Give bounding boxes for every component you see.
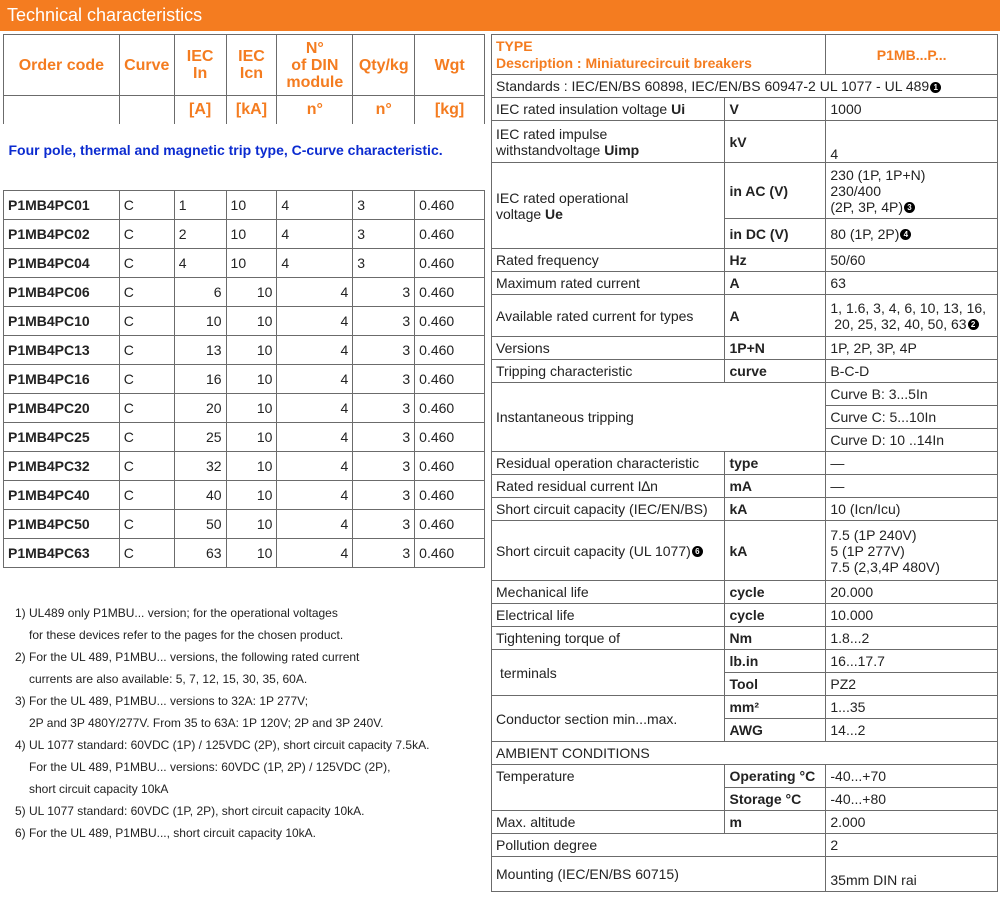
qty-cell: 3 bbox=[353, 452, 415, 481]
footnote: short circuit capacity 10kA bbox=[29, 782, 169, 796]
spec-value: 1P, 2P, 3P, 4P bbox=[826, 337, 998, 360]
spec-unit: mm² bbox=[725, 696, 826, 719]
spec-label: IEC rated insulation voltage Ui bbox=[492, 98, 725, 121]
spec-unit: kA bbox=[725, 521, 826, 581]
footnote-marker: 4 bbox=[900, 229, 911, 240]
spec-label: IEC rated operational voltage Ue bbox=[492, 163, 725, 249]
spec-label: Short circuit capacity (IEC/EN/BS) bbox=[492, 498, 725, 521]
footnote-marker: 2 bbox=[968, 319, 979, 330]
spec-label: Tripping characteristic bbox=[492, 360, 725, 383]
spec-value: 2 bbox=[826, 834, 998, 857]
curve-cell: C bbox=[119, 191, 174, 220]
footnote: 2P and 3P 480Y/277V. From 35 to 63A: 1P 120V; 2P and 3P 240V. bbox=[29, 716, 384, 730]
spec-value: 63 bbox=[826, 272, 998, 295]
din-module-cell: 4 bbox=[277, 452, 353, 481]
spec-unit: curve bbox=[725, 360, 826, 383]
spec-label: Short circuit capacity (UL 1077) 6 bbox=[492, 521, 725, 581]
spec-row bbox=[492, 627, 998, 650]
spec-value: 35mm DIN rai bbox=[826, 857, 998, 892]
spec-unit: type bbox=[725, 452, 826, 475]
din-module-cell: 4 bbox=[277, 510, 353, 539]
din-module-cell: 4 bbox=[277, 191, 353, 220]
qty-cell: 3 bbox=[353, 307, 415, 336]
wgt-cell: 0.460 bbox=[415, 336, 485, 365]
header-iec-icn: IEC Icn bbox=[226, 35, 277, 96]
curve-cell: C bbox=[119, 278, 174, 307]
footnote: For the UL 489, P1MBU... versions: 60VDC (1P, 2P) / 125VDC (2P), bbox=[29, 760, 391, 774]
spec-row bbox=[492, 360, 998, 383]
spec-value: 80 (1P, 2P) 4 bbox=[826, 219, 998, 249]
spec-value: — bbox=[826, 475, 998, 498]
spec-row bbox=[492, 98, 998, 121]
spec-label: Residual operation characteristic bbox=[492, 452, 725, 475]
wgt-cell: 0.460 bbox=[415, 510, 485, 539]
qty-cell: 3 bbox=[353, 510, 415, 539]
wgt-cell: 0.460 bbox=[415, 539, 485, 568]
unit-empty bbox=[4, 96, 120, 124]
footnote: 6) For the UL 489, P1MBU..., short circuit capacity 10kA. bbox=[15, 826, 317, 840]
icn-cell: 10 bbox=[226, 249, 277, 278]
spec-value: 10 (Icn/Icu) bbox=[826, 498, 998, 521]
spec-label: Available rated current for types bbox=[492, 295, 725, 337]
icn-cell: 10 bbox=[226, 220, 277, 249]
table-row bbox=[4, 278, 485, 307]
spec-unit: kA bbox=[725, 498, 826, 521]
icn-cell: 10 bbox=[226, 307, 277, 336]
spec-label: Mounting (IEC/EN/BS 60715) bbox=[492, 857, 826, 892]
curve-cell: C bbox=[119, 481, 174, 510]
spec-row bbox=[492, 811, 998, 834]
footnote: 3) For the UL 489, P1MBU... versions to 32A: 1P 277V; bbox=[15, 694, 309, 708]
din-module-cell: 4 bbox=[277, 423, 353, 452]
spec-label: Pollution degree bbox=[492, 834, 826, 857]
spec-row bbox=[492, 788, 998, 811]
wgt-cell: 0.460 bbox=[415, 423, 485, 452]
unit-wgt: [kg] bbox=[415, 96, 485, 124]
wgt-cell: 0.460 bbox=[415, 481, 485, 510]
table-row bbox=[4, 365, 485, 394]
order-code-cell: P1MB4PC16 bbox=[4, 365, 120, 394]
din-module-cell: 4 bbox=[277, 249, 353, 278]
curve-cell: C bbox=[119, 423, 174, 452]
spec-row bbox=[492, 121, 998, 163]
spec-value: PZ2 bbox=[826, 673, 998, 696]
unit-in: [A] bbox=[174, 96, 226, 124]
spec-value: 20.000 bbox=[826, 581, 998, 604]
table-row bbox=[4, 539, 485, 568]
table-row bbox=[4, 249, 485, 278]
icn-cell: 10 bbox=[226, 394, 277, 423]
spec-value: Curve C: 5...10In bbox=[826, 406, 998, 429]
footnote-marker: 6 bbox=[692, 546, 703, 557]
spec-label: Instantaneous tripping bbox=[492, 383, 826, 452]
spec-row bbox=[492, 581, 998, 604]
curve-cell: C bbox=[119, 365, 174, 394]
icn-cell: 10 bbox=[226, 191, 277, 220]
icn-cell: 10 bbox=[226, 452, 277, 481]
spec-unit: lb.in bbox=[725, 650, 826, 673]
order-code-cell: P1MB4PC13 bbox=[4, 336, 120, 365]
spec-unit: m bbox=[725, 811, 826, 834]
curve-cell: C bbox=[119, 307, 174, 336]
unit-qty: n° bbox=[353, 96, 415, 124]
footnote: 5) UL 1077 standard: 60VDC (1P, 2P), short circuit capacity 10kA. bbox=[15, 804, 365, 818]
curve-cell: C bbox=[119, 452, 174, 481]
spec-row bbox=[492, 834, 998, 857]
spec-label: Rated residual current I∆n bbox=[492, 475, 725, 498]
din-module-cell: 4 bbox=[277, 220, 353, 249]
in-cell: 16 bbox=[174, 365, 226, 394]
in-cell: 6 bbox=[174, 278, 226, 307]
spec-value: B-C-D bbox=[826, 360, 998, 383]
spec-value: 4 bbox=[826, 121, 998, 163]
spec-unit: Tool bbox=[725, 673, 826, 696]
order-code-cell: P1MB4PC01 bbox=[4, 191, 120, 220]
in-cell: 10 bbox=[174, 307, 226, 336]
curve-cell: C bbox=[119, 510, 174, 539]
spec-value: 1, 1.6, 3, 4, 6, 10, 13, 16, 20, 25, 32, 40, 50, 63 2 bbox=[826, 295, 998, 337]
wgt-cell: 0.460 bbox=[415, 394, 485, 423]
din-module-cell: 4 bbox=[277, 278, 353, 307]
spec-label: Tightening torque of bbox=[492, 627, 725, 650]
header-iec-in: IEC In bbox=[174, 35, 226, 96]
order-code-cell: P1MB4PC04 bbox=[4, 249, 120, 278]
icn-cell: 10 bbox=[226, 365, 277, 394]
section-row bbox=[4, 124, 485, 177]
specification-table bbox=[491, 34, 998, 892]
in-cell: 13 bbox=[174, 336, 226, 365]
curve-cell: C bbox=[119, 249, 174, 278]
icn-cell: 10 bbox=[226, 336, 277, 365]
footnote: 4) UL 1077 standard: 60VDC (1P) / 125VDC (2P), short circuit capacity 7.5kA. bbox=[15, 738, 430, 752]
in-cell: 25 bbox=[174, 423, 226, 452]
qty-cell: 3 bbox=[353, 394, 415, 423]
standards-row bbox=[492, 75, 998, 98]
in-cell: 63 bbox=[174, 539, 226, 568]
spec-row bbox=[492, 337, 998, 360]
curve-cell: C bbox=[119, 394, 174, 423]
spec-label: Max. altitude bbox=[492, 811, 725, 834]
page-title: Technical characteristics bbox=[0, 0, 1000, 31]
table-row bbox=[4, 452, 485, 481]
table-row bbox=[4, 336, 485, 365]
spec-value: 2.000 bbox=[826, 811, 998, 834]
footnote: 1) UL489 only P1MBU... version; for the operational voltages bbox=[15, 606, 338, 620]
spec-value: 7.5 (1P 240V) 5 (1P 277V) 7.5 (2,3,4P 480V) bbox=[826, 521, 998, 581]
order-code-cell: P1MB4PC32 bbox=[4, 452, 120, 481]
order-code-cell: P1MB4PC20 bbox=[4, 394, 120, 423]
in-cell: 50 bbox=[174, 510, 226, 539]
header-order-code: Order code bbox=[4, 35, 120, 96]
section-title: Four pole, thermal and magnetic trip type, C-curve characteristic. bbox=[8, 142, 443, 158]
icn-cell: 10 bbox=[226, 423, 277, 452]
order-code-cell: P1MB4PC63 bbox=[4, 539, 120, 568]
spec-row bbox=[492, 249, 998, 272]
qty-cell: 3 bbox=[353, 191, 415, 220]
spec-unit: V bbox=[725, 98, 826, 121]
wgt-cell: 0.460 bbox=[415, 191, 485, 220]
order-code-table bbox=[3, 34, 485, 568]
icn-cell: 10 bbox=[226, 481, 277, 510]
spec-row bbox=[492, 498, 998, 521]
header-qty: Qty/kg bbox=[353, 35, 415, 96]
in-cell: 4 bbox=[174, 249, 226, 278]
table-row bbox=[4, 423, 485, 452]
table-row bbox=[4, 191, 485, 220]
spec-row bbox=[492, 383, 998, 406]
spec-unit: AWG bbox=[725, 719, 826, 742]
spec-label: terminals bbox=[492, 650, 725, 696]
spec-unit: 1P+N bbox=[725, 337, 826, 360]
spec-label: Electrical life bbox=[492, 604, 725, 627]
din-module-cell: 4 bbox=[277, 539, 353, 568]
type-cell: TYPE Description : Miniaturecircuit breakers bbox=[492, 35, 826, 75]
table-row bbox=[4, 481, 485, 510]
spec-value: 1000 bbox=[826, 98, 998, 121]
qty-cell: 3 bbox=[353, 278, 415, 307]
spec-row bbox=[492, 475, 998, 498]
footnote-marker: 1 bbox=[930, 82, 941, 93]
qty-cell: 3 bbox=[353, 249, 415, 278]
spec-row bbox=[492, 295, 998, 337]
qty-cell: 3 bbox=[353, 423, 415, 452]
icn-cell: 10 bbox=[226, 510, 277, 539]
icn-cell: 10 bbox=[226, 539, 277, 568]
spec-row bbox=[492, 521, 998, 581]
curve-cell: C bbox=[119, 539, 174, 568]
wgt-cell: 0.460 bbox=[415, 365, 485, 394]
ambient-heading: AMBIENT CONDITIONS bbox=[492, 742, 998, 765]
spec-label: Versions bbox=[492, 337, 725, 360]
wgt-cell: 0.460 bbox=[415, 278, 485, 307]
footnote-marker: 3 bbox=[904, 202, 915, 213]
spec-row bbox=[492, 696, 998, 719]
qty-cell: 3 bbox=[353, 481, 415, 510]
curve-cell: C bbox=[119, 336, 174, 365]
table-row bbox=[4, 220, 485, 249]
spec-unit: cycle bbox=[725, 581, 826, 604]
order-code-cell: P1MB4PC25 bbox=[4, 423, 120, 452]
in-cell: 40 bbox=[174, 481, 226, 510]
wgt-cell: 0.460 bbox=[415, 220, 485, 249]
spec-unit: A bbox=[725, 295, 826, 337]
in-cell: 1 bbox=[174, 191, 226, 220]
spec-value: Curve D: 10 ..14In bbox=[826, 429, 998, 452]
spec-label: Maximum rated current bbox=[492, 272, 725, 295]
spec-row bbox=[492, 857, 998, 892]
spec-unit: cycle bbox=[725, 604, 826, 627]
din-module-cell: 4 bbox=[277, 336, 353, 365]
spec-row bbox=[492, 742, 998, 765]
header-din-module: N° of DIN module bbox=[277, 35, 353, 96]
spec-row bbox=[492, 452, 998, 475]
table-row bbox=[4, 394, 485, 423]
unit-icn: [kA] bbox=[226, 96, 277, 124]
model-cell: P1MB...P... bbox=[826, 35, 998, 75]
spec-row bbox=[492, 272, 998, 295]
table-units-row bbox=[4, 96, 485, 124]
spec-unit: in DC (V) bbox=[725, 219, 826, 249]
order-code-cell: P1MB4PC06 bbox=[4, 278, 120, 307]
footnote: 2) For the UL 489, P1MBU... versions, the following rated current bbox=[15, 650, 360, 664]
spec-label: Temperature bbox=[492, 765, 725, 788]
unit-empty bbox=[119, 96, 174, 124]
qty-cell: 3 bbox=[353, 220, 415, 249]
spec-value: Curve B: 3...5In bbox=[826, 383, 998, 406]
order-code-cell: P1MB4PC10 bbox=[4, 307, 120, 336]
spec-label: Rated frequency bbox=[492, 249, 725, 272]
header-curve: Curve bbox=[119, 35, 174, 96]
spec-label: IEC rated impulse withstandvoltage Uimp bbox=[492, 121, 725, 163]
footnotes bbox=[15, 602, 429, 844]
header-wgt: Wgt bbox=[415, 35, 485, 96]
spec-row bbox=[492, 604, 998, 627]
spec-label: Mechanical life bbox=[492, 581, 725, 604]
spec-unit: Operating °C bbox=[725, 765, 826, 788]
spec-row bbox=[492, 163, 998, 219]
spec-row bbox=[492, 650, 998, 673]
spec-value: 16...17.7 bbox=[826, 650, 998, 673]
spec-label-empty bbox=[492, 788, 725, 811]
spec-value: 1...35 bbox=[826, 696, 998, 719]
wgt-cell: 0.460 bbox=[415, 307, 485, 336]
spec-type-row bbox=[492, 35, 998, 75]
wgt-cell: 0.460 bbox=[415, 249, 485, 278]
spec-unit: A bbox=[725, 272, 826, 295]
din-module-cell: 4 bbox=[277, 307, 353, 336]
spec-value: -40...+70 bbox=[826, 765, 998, 788]
spec-value: -40...+80 bbox=[826, 788, 998, 811]
spec-unit: mA bbox=[725, 475, 826, 498]
curve-cell: C bbox=[119, 220, 174, 249]
din-module-cell: 4 bbox=[277, 481, 353, 510]
spec-value: 14...2 bbox=[826, 719, 998, 742]
in-cell: 20 bbox=[174, 394, 226, 423]
spec-value: 230 (1P, 1P+N) 230/400 (2P, 3P, 4P) 3 bbox=[826, 163, 998, 219]
spec-unit: Hz bbox=[725, 249, 826, 272]
spec-value: 50/60 bbox=[826, 249, 998, 272]
table-row bbox=[4, 307, 485, 336]
din-module-cell: 4 bbox=[277, 394, 353, 423]
spec-unit: in AC (V) bbox=[725, 163, 826, 219]
spec-unit: Storage °C bbox=[725, 788, 826, 811]
standards-cell: Standards : IEC/EN/BS 60898, IEC/EN/BS 60947-2 UL 1077 - UL 489 1 bbox=[492, 75, 998, 98]
din-module-cell: 4 bbox=[277, 365, 353, 394]
qty-cell: 3 bbox=[353, 365, 415, 394]
order-code-cell: P1MB4PC02 bbox=[4, 220, 120, 249]
table-row bbox=[4, 510, 485, 539]
footnote: for these devices refer to the pages for the chosen product. bbox=[29, 628, 344, 642]
in-cell: 2 bbox=[174, 220, 226, 249]
qty-cell: 3 bbox=[353, 539, 415, 568]
spec-unit: Nm bbox=[725, 627, 826, 650]
footnote: currents are also available: 5, 7, 12, 15, 30, 35, 60A. bbox=[29, 672, 308, 686]
qty-cell: 3 bbox=[353, 336, 415, 365]
spec-value: 1.8...2 bbox=[826, 627, 998, 650]
wgt-cell: 0.460 bbox=[415, 452, 485, 481]
spec-row bbox=[492, 765, 998, 788]
order-code-cell: P1MB4PC50 bbox=[4, 510, 120, 539]
spec-unit: kV bbox=[725, 121, 826, 163]
unit-din: n° bbox=[277, 96, 353, 124]
spec-value: 10.000 bbox=[826, 604, 998, 627]
spec-value: — bbox=[826, 452, 998, 475]
in-cell: 32 bbox=[174, 452, 226, 481]
icn-cell: 10 bbox=[226, 278, 277, 307]
table-header-row bbox=[4, 35, 485, 96]
order-code-cell: P1MB4PC40 bbox=[4, 481, 120, 510]
spec-label: Conductor section min...max. bbox=[492, 696, 725, 742]
